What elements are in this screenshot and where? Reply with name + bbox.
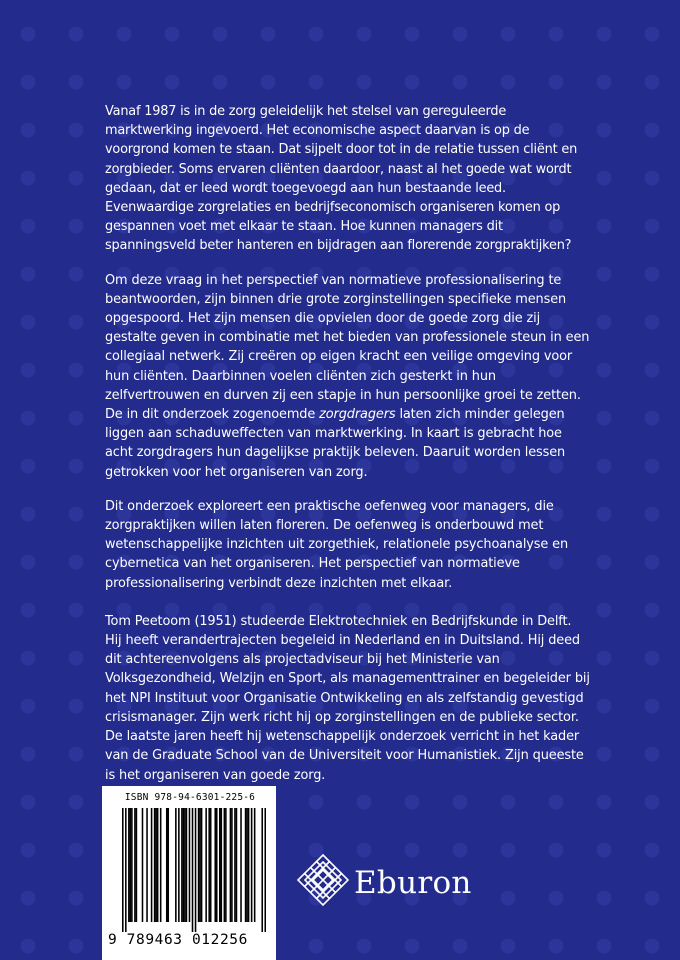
barcode-bar: [264, 808, 266, 932]
research-paragraph-part1: Om deze vraag in het perspectief van normatieve professionalisering te beantwoorden, zijn binnen drie grote zorginstellingen specifieke mensen opgespoord. Het zijn mensen die opvielen door de goede zorg die zij gestalte geven in combinatie met het bieden van professionele steun in een collegiaal netwerk. Zij creëren op eigen kracht een veilige omgeving voor hun cliënten. Daarbinnen voelen cliënten zich gesterkt in hun zelfvertrouwen en durven zij een stapje in hun persoonlijke groei te zetten. De in dit onderzoek zogenoemde: [105, 272, 590, 423]
barcode-bar: [219, 808, 221, 922]
author-bio-paragraph: Tom Peetoom (1951) studeerde Elektrotechniek en Bedrijfskunde in Delft. Hij heeft verandertrajecten begeleid in Nederland en in Duitsland. Hij deed dit achtereenvolgens als projectadviseur bij het Ministerie van Volksgezondheid, Welzijn en Sport, als managementtrainer en begeleider bij het NPI Instituut voor Organisatie Ontwikkeling en als zelfstandig gevestigd crisismanager. Zijn werk richt hij op zorginstellingen en de publieke sector. De laatste jaren heeft hij wetenschappelijk onderzoek verricht in het kader van de Graduate School van de Universiteit voor Humanistiek. Zijn queeste is het organiseren van goede zorg.: [105, 613, 590, 783]
barcode-bar: [128, 808, 130, 922]
research-paragraph: [105, 271, 591, 482]
barcode-bar: [261, 808, 263, 932]
barcode-bar: [201, 808, 203, 922]
intro-paragraph: Vanaf 1987 is in de zorg geleidelijk het stelsel van gereguleerde marktwerking ingevoerd. Het economische aspect daarvan is op de voorgrond komen te staan. Dat sijpelt door tot in de relatie tussen cliënt en zorgbieder. Soms ervaren cliënten daardoor, naast al het goede wat wordt gedaan, dat er leed wordt toegevoegd aan hun bestaande leed. Evenwaardige zorgrelaties en bedrijfseconomisch organiseren komen op gespannen voet met elkaar te staan. Hoe kunnen managers dit spanningsveld beter hanteren en bijdragen aan florerende zorgpraktijken?: [105, 104, 578, 254]
barcode-bar: [167, 808, 169, 922]
barcode-bar: [154, 808, 156, 922]
barcode-bar: [189, 808, 191, 922]
barcode-digits: 9 789463 012256: [108, 932, 248, 948]
barcode-bar: [157, 808, 159, 922]
barcode-bar: [142, 808, 144, 922]
barcode-bar: [151, 808, 153, 922]
barcode-bar: [231, 808, 233, 922]
barcode-bar: [245, 808, 247, 922]
barcode-bar: [195, 808, 197, 932]
barcode-bar: [198, 808, 200, 922]
barcode-bar: [216, 808, 218, 922]
barcode-bar: [178, 808, 180, 922]
barcode-bar: [199, 808, 201, 922]
publisher-name: Eburon: [354, 865, 472, 901]
barcode-bar: [214, 808, 216, 922]
barcode-bar: [254, 808, 256, 922]
barcode-bar: [122, 808, 124, 932]
barcode-bar: [224, 808, 226, 922]
back-cover-text: [105, 102, 591, 800]
barcode-bar: [230, 808, 232, 922]
barcode-bar: [146, 808, 148, 922]
barcode-bar: [183, 808, 185, 922]
barcode-bar: [221, 808, 223, 922]
barcode-bar: [236, 808, 238, 922]
barcode-bar: [208, 808, 210, 922]
barcode-bar: [131, 808, 133, 922]
barcode-bar: [130, 808, 132, 922]
diamond-lattice-icon: [296, 853, 354, 915]
barcode-bar: [184, 808, 186, 922]
research-paragraph-italic: zorgdragers: [319, 407, 396, 423]
method-paragraph: Dit onderzoek exploreert een praktische oefenweg voor managers, die zorgpraktijken willen laten floreren. De oefenweg is onderbouwd met wetenschappelijke inzichten uit zorgethiek, relationele psychoanalyse en cybernetica van het organiseren. Het perspectief van normatieve professionalisering verbindt deze inzichten met elkaar.: [105, 498, 569, 591]
barcode-bar: [234, 808, 236, 922]
publisher-logo: [296, 853, 526, 915]
barcode-bar: [166, 808, 168, 922]
barcode-bar: [246, 808, 248, 922]
barcode-bar: [125, 808, 127, 932]
barcode-bar: [181, 808, 183, 922]
barcode-bar: [205, 808, 207, 922]
barcode-bar: [134, 808, 136, 922]
barcode-bar: [186, 808, 188, 922]
barcode-bar: [192, 808, 194, 932]
barcode-bar: [136, 808, 138, 922]
barcode-bar: [225, 808, 227, 922]
barcode-bar: [248, 808, 250, 922]
barcode-bar: [175, 808, 177, 922]
barcode-bar: [251, 808, 253, 922]
barcode-bars: [122, 808, 266, 932]
research-paragraph-part2: laten zich minder gelegen liggen aan schaduweffecten van marktwerking. In kaart is gebracht hoe acht zorgdragers hun dagelijkse praktijk beleven. Daaruit worden lessen getrokken voor het organiseren van zorg.: [105, 407, 566, 480]
barcode-bar: [155, 808, 157, 922]
barcode-bar: [160, 808, 162, 922]
isbn-barcode: [102, 786, 276, 960]
barcode-bar: [240, 808, 242, 922]
barcode-bar: [210, 808, 212, 922]
isbn-label: ISBN 978-94-6301-225-6: [124, 792, 256, 803]
